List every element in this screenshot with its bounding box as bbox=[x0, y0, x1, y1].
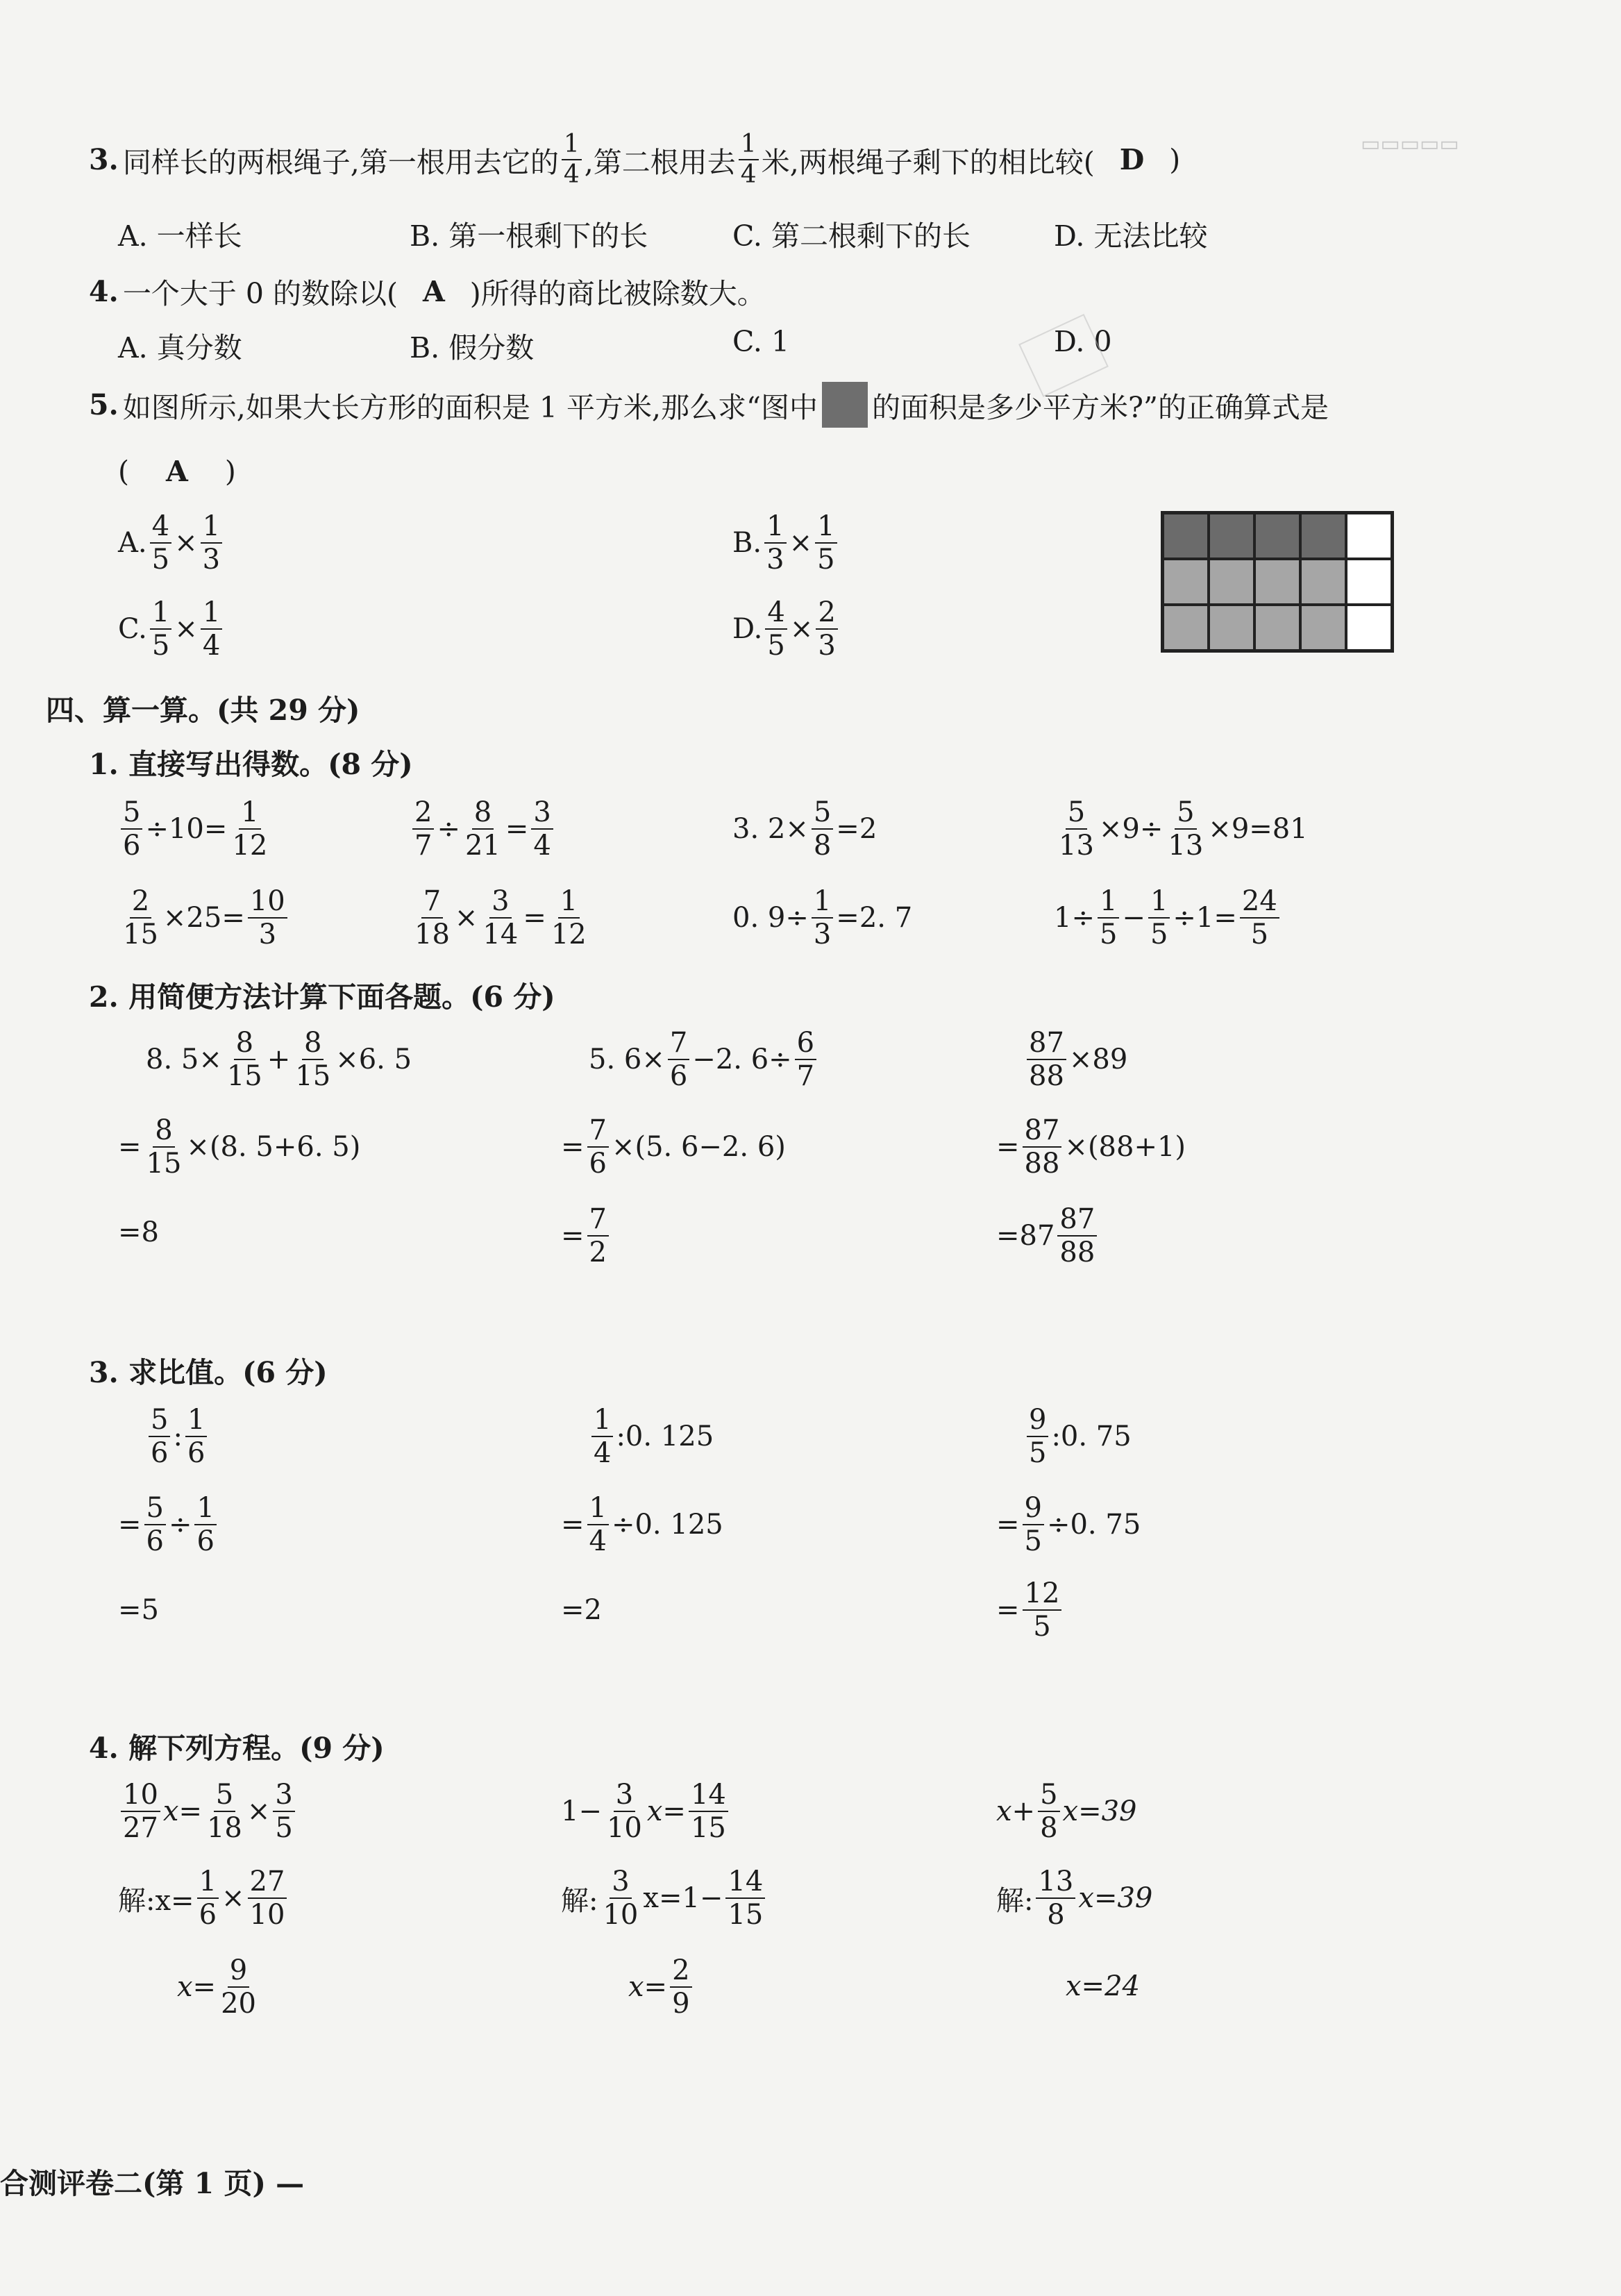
calc-text: x=1− bbox=[643, 1882, 723, 1914]
q5-option-a-label: A. bbox=[118, 527, 147, 559]
fraction: $\frac{2}{7}$ bbox=[412, 798, 434, 860]
calc-text: 0. 9÷ bbox=[732, 902, 809, 934]
calc-text: x=39 bbox=[1062, 1795, 1137, 1827]
q4-text-1: 一个大于 0 的数除以( bbox=[122, 277, 398, 310]
fraction: $\frac{7}{2}$ bbox=[587, 1205, 609, 1266]
bleed-through-text: ▭▭▭▭▭ bbox=[1361, 132, 1459, 156]
calc-text: x+ bbox=[996, 1795, 1036, 1827]
p2-col3-line3 bbox=[996, 1205, 1100, 1266]
fraction: $\frac{1}{5}$ bbox=[1098, 887, 1119, 948]
calc-text: ×89 bbox=[1068, 1044, 1128, 1075]
calc-text: ÷ bbox=[168, 1509, 192, 1541]
p4-col1-line1 bbox=[118, 1781, 298, 1842]
question-3 bbox=[89, 132, 1180, 187]
calc-text: ÷0. 125 bbox=[611, 1509, 723, 1541]
calc-text: = bbox=[523, 902, 546, 934]
calc-text: + bbox=[267, 1044, 291, 1075]
question-5 bbox=[89, 382, 1329, 428]
p4-col2-line2 bbox=[561, 1868, 768, 1929]
q3-option-d: D. 无法比较 bbox=[1054, 219, 1208, 253]
question-4 bbox=[89, 271, 766, 312]
calc-text: = bbox=[505, 813, 529, 845]
grid-cell-dark bbox=[1209, 513, 1254, 559]
q4-text-2: )所得的商比被除数大。 bbox=[469, 277, 766, 310]
grid-cell-light bbox=[1254, 605, 1300, 651]
fraction: $\frac{7}{6}$ bbox=[668, 1029, 689, 1090]
fraction: 9 5 bbox=[1027, 1406, 1048, 1467]
q4-option-d: D. 0 bbox=[1054, 325, 1112, 358]
fraction: $\frac{4}{5}$ bbox=[150, 512, 171, 573]
p3-col3-line3 bbox=[996, 1579, 1064, 1641]
grid-cell-light bbox=[1254, 559, 1300, 605]
q3-option-a: A. 一样长 bbox=[118, 219, 242, 253]
q4-answer: A bbox=[422, 274, 445, 308]
p2-col1-line2 bbox=[118, 1116, 360, 1178]
times-sign: × bbox=[789, 527, 813, 559]
fraction: $\frac{4}{5}$ bbox=[765, 598, 787, 660]
calc-text: =2 bbox=[561, 1594, 602, 1626]
fraction: $\frac{7}{18}$ bbox=[414, 885, 450, 950]
fraction: $\frac{8}{15}$ bbox=[146, 1114, 182, 1180]
fraction: $\frac{5}{8}$ bbox=[1038, 1781, 1059, 1842]
calc-text: ÷0. 75 bbox=[1046, 1509, 1141, 1541]
calc-text: ×6. 5 bbox=[335, 1044, 412, 1075]
calc-text: ×(88+1) bbox=[1064, 1131, 1186, 1163]
fraction: $\frac{6}{7}$ bbox=[795, 1029, 816, 1090]
part-3-title: 3. 求比值。(6 分) bbox=[89, 1356, 328, 1389]
calc-text: :0. 75 bbox=[1051, 1421, 1132, 1452]
fraction: $\frac{1}{3}$ bbox=[764, 512, 786, 573]
grid-cell-dark bbox=[1254, 513, 1300, 559]
q5-option-d-label: D. bbox=[732, 613, 763, 645]
calc-1b bbox=[410, 798, 556, 860]
times-sign: × bbox=[174, 613, 198, 645]
calc-text: :0. 125 bbox=[616, 1421, 714, 1452]
fraction: $\frac{2}{15}$ bbox=[123, 885, 158, 950]
calc-text: 1÷ bbox=[1054, 902, 1095, 934]
calc-text: 解: bbox=[996, 1884, 1034, 1917]
fraction: $\frac{3}{5}$ bbox=[273, 1781, 294, 1842]
fraction: $\frac{1}{6}$ bbox=[197, 1868, 219, 1929]
p4-col1-line3 bbox=[177, 1956, 261, 2018]
fraction: $\frac{8}{15}$ bbox=[295, 1027, 331, 1092]
q5-option-d bbox=[732, 598, 841, 660]
fraction: $\frac{5}{6}$ bbox=[121, 798, 142, 860]
p2-col3-line1 bbox=[1024, 1029, 1127, 1090]
calc-1g bbox=[732, 887, 912, 948]
fraction: $\frac{9}{20}$ bbox=[221, 1954, 256, 2020]
q3-fraction-1: 1 4 bbox=[562, 132, 582, 187]
calc-text: 1− bbox=[561, 1795, 602, 1827]
q5-option-b bbox=[732, 510, 840, 576]
times-sign: × bbox=[789, 613, 814, 645]
grid-cell-light bbox=[1300, 605, 1346, 651]
q3-answer: D bbox=[1119, 143, 1145, 176]
calc-text: = bbox=[118, 1509, 142, 1541]
q5-answer-line bbox=[118, 455, 236, 488]
p3-col1-line3 bbox=[118, 1594, 159, 1626]
calc-text: ×25= bbox=[162, 902, 245, 934]
q5-option-a bbox=[118, 510, 225, 576]
fraction: 5 6 bbox=[149, 1406, 170, 1467]
calc-text: x= bbox=[628, 1971, 668, 2003]
section-4-title: 四、算一算。(共 29 分) bbox=[46, 694, 360, 727]
fraction: $\frac{2}{3}$ bbox=[816, 598, 837, 660]
fraction: $\frac{87}{88}$ bbox=[1027, 1029, 1066, 1090]
calc-text: ×9÷ bbox=[1098, 813, 1164, 845]
fraction: $\frac{3}{10}$ bbox=[606, 1779, 642, 1844]
calc-text: × bbox=[221, 1882, 245, 1914]
q5-answer: A bbox=[166, 455, 188, 488]
fraction: $\frac{87}{88}$ bbox=[1023, 1116, 1062, 1178]
grid-cell-white bbox=[1346, 559, 1392, 605]
p2-col1-line3 bbox=[118, 1216, 159, 1248]
q4-option-a: A. 真分数 bbox=[118, 331, 242, 364]
fraction: $\frac{8}{15}$ bbox=[226, 1027, 262, 1092]
fraction: $\frac{1}{5}$ bbox=[815, 512, 837, 573]
part-1-title: 1. 直接写出得数。(8 分) bbox=[89, 748, 413, 781]
page-footer: 合测评卷二(第 1 页) — bbox=[0, 2167, 305, 2200]
fraction: 87 88 bbox=[1057, 1205, 1097, 1266]
part-4-title: 4. 解下列方程。(9 分) bbox=[89, 1732, 385, 1765]
grid-cell-white bbox=[1346, 605, 1392, 651]
fraction: $\frac{1}{6}$ bbox=[194, 1494, 216, 1555]
calc-text: × bbox=[454, 902, 478, 934]
p4-col3-line3 bbox=[1066, 1970, 1140, 2002]
fraction: 3 10 bbox=[603, 1866, 639, 1931]
p3-col2-line1 bbox=[589, 1406, 714, 1467]
q5-close-paren: ) bbox=[224, 455, 236, 488]
p3-col2-line2 bbox=[561, 1494, 723, 1555]
q3-text-3: 米,两根绳子剩下的相比较( bbox=[761, 145, 1095, 179]
fraction: $\frac{1}{4}$ bbox=[201, 598, 222, 660]
calc-text: : bbox=[173, 1421, 183, 1452]
calc-text: x=39 bbox=[1078, 1882, 1153, 1914]
calc-1d bbox=[1054, 798, 1308, 860]
fraction: $\frac{5}{13}$ bbox=[1059, 796, 1094, 862]
calc-text: x= bbox=[646, 1795, 686, 1827]
p2-col2-line2 bbox=[561, 1116, 786, 1178]
fraction: $\frac{5}{6}$ bbox=[144, 1494, 166, 1555]
q3-option-c: C. 第二根剩下的长 bbox=[732, 219, 971, 253]
q5-text-2: 的面积是多少平方米?”的正确算式是 bbox=[872, 390, 1329, 424]
fraction: $\frac{5}{8}$ bbox=[812, 798, 833, 860]
grid-cell-light bbox=[1163, 605, 1209, 651]
calc-text: = bbox=[996, 1509, 1020, 1541]
calc-1f bbox=[410, 887, 591, 948]
p3-col3-line2 bbox=[996, 1494, 1141, 1555]
p2-col2-line1 bbox=[589, 1029, 819, 1090]
fraction: $\frac{5}{13}$ bbox=[1168, 796, 1204, 862]
calc-text: ÷1= bbox=[1173, 902, 1237, 934]
grid-cell-light bbox=[1300, 559, 1346, 605]
fraction: 10 27 bbox=[121, 1781, 160, 1842]
shaded-square-icon bbox=[822, 382, 868, 428]
calc-text: = bbox=[561, 1509, 585, 1541]
calc-text: = bbox=[118, 1131, 142, 1163]
grid-cell-light bbox=[1209, 605, 1254, 651]
fraction: $\frac{14}{15}$ bbox=[689, 1781, 728, 1842]
times-sign: × bbox=[174, 527, 198, 559]
p4-col2-line3 bbox=[628, 1956, 695, 2018]
calc-text: = bbox=[996, 1131, 1020, 1163]
calc-text: −2. 6÷ bbox=[692, 1044, 792, 1075]
fraction: $\frac{24}{5}$ bbox=[1240, 887, 1279, 948]
calc-text: x= bbox=[162, 1795, 202, 1827]
calc-text: ×(8. 5+6. 5) bbox=[186, 1131, 361, 1163]
calc-text: =5 bbox=[118, 1594, 159, 1626]
calc-text: 解: bbox=[561, 1884, 598, 1917]
fraction: $\frac{5}{18}$ bbox=[206, 1779, 242, 1844]
fraction: $\frac{1}{5}$ bbox=[150, 598, 171, 660]
fraction: $\frac{9}{5}$ bbox=[1023, 1494, 1044, 1555]
calc-1h bbox=[1054, 887, 1282, 948]
p4-col1-line2 bbox=[118, 1868, 289, 1929]
p2-col3-line2 bbox=[996, 1116, 1186, 1178]
fraction: $\frac{12}{5}$ bbox=[1023, 1579, 1062, 1641]
fraction: $\frac{8}{21}$ bbox=[464, 796, 501, 862]
calc-text: =2. 7 bbox=[836, 902, 913, 934]
q5-open-paren: ( bbox=[118, 455, 129, 488]
q5-option-b-label: B. bbox=[732, 527, 762, 559]
fraction: $\frac{3}{14}$ bbox=[482, 885, 519, 950]
p4-col3-line2 bbox=[996, 1868, 1152, 1929]
rectangle-grid-figure bbox=[1161, 511, 1394, 653]
calc-text: × bbox=[246, 1795, 271, 1827]
q4-option-c: C. 1 bbox=[732, 325, 790, 358]
calc-text: = bbox=[996, 1594, 1020, 1626]
fraction: $\frac{1}{12}$ bbox=[551, 885, 587, 950]
calc-text: 3. 2× bbox=[732, 813, 809, 845]
grid-cell-light bbox=[1209, 559, 1254, 605]
q5-option-c bbox=[118, 598, 225, 660]
calc-text: 解:x= bbox=[118, 1884, 194, 1917]
grid-cell-light bbox=[1163, 559, 1209, 605]
calc-text: − bbox=[1122, 902, 1145, 934]
p4-col2-line1 bbox=[561, 1781, 731, 1842]
fraction: $\frac{1}{3}$ bbox=[201, 512, 222, 573]
p2-col2-line3 bbox=[561, 1205, 612, 1266]
grid-cell-white bbox=[1346, 513, 1392, 559]
calc-1e bbox=[118, 887, 290, 948]
p3-col1-line2 bbox=[118, 1494, 219, 1555]
fraction: 1 4 bbox=[591, 1406, 613, 1467]
calc-text: 8. 5× bbox=[146, 1044, 222, 1075]
q4-option-b: B. 假分数 bbox=[410, 331, 535, 364]
q5-option-c-label: C. bbox=[118, 613, 147, 645]
q4-number: 4. bbox=[89, 274, 119, 308]
grid-cell-dark bbox=[1300, 513, 1346, 559]
q3-text-1: 同样长的两根绳子,第一根用去它的 bbox=[122, 145, 559, 179]
calc-text: x=24 bbox=[1066, 1970, 1140, 2002]
p2-col1-line1 bbox=[146, 1029, 412, 1090]
p4-col3-line1 bbox=[996, 1781, 1137, 1842]
fraction: $\frac{1}{5}$ bbox=[1148, 887, 1170, 948]
fraction: $\frac{3}{4}$ bbox=[531, 798, 553, 860]
calc-1c bbox=[732, 798, 877, 860]
calc-text: x= bbox=[177, 1971, 217, 2003]
calc-text: ×9=81 bbox=[1208, 813, 1308, 845]
p3-col3-line1 bbox=[1024, 1406, 1132, 1467]
calc-text: ×(5. 6−2. 6) bbox=[611, 1131, 786, 1163]
q3-text-2: ,第二根用去 bbox=[584, 145, 736, 179]
fraction: $\frac{14}{15}$ bbox=[725, 1868, 765, 1929]
fraction: $\frac{1}{12}$ bbox=[232, 796, 268, 862]
q5-text-1: 如图所示,如果大长方形的面积是 1 平方米,那么求“图中 bbox=[122, 390, 818, 424]
fraction: 1 6 bbox=[185, 1406, 207, 1467]
calc-text: ÷ bbox=[437, 813, 460, 845]
fraction: $\frac{2}{9}$ bbox=[670, 1956, 691, 2018]
calc-1a bbox=[118, 798, 272, 860]
fraction: $\frac{27}{10}$ bbox=[248, 1868, 287, 1929]
calc-text: ÷10= bbox=[145, 813, 228, 845]
part-2-title: 2. 用简便方法计算下面各题。(6 分) bbox=[89, 980, 555, 1014]
fraction: $\frac{7}{6}$ bbox=[587, 1116, 609, 1178]
p3-col2-line3 bbox=[561, 1594, 602, 1626]
q3-text-4: ) bbox=[1169, 143, 1181, 176]
q5-number: 5. bbox=[89, 388, 119, 421]
calc-text: =2 bbox=[836, 813, 877, 845]
fraction: 13 8 bbox=[1036, 1868, 1075, 1929]
calc-text: =87 bbox=[996, 1220, 1055, 1252]
p3-col1-line1 bbox=[146, 1406, 210, 1467]
calc-text: =8 bbox=[118, 1216, 159, 1248]
q3-fraction-2: 1 4 bbox=[739, 132, 759, 187]
grid-cell-dark bbox=[1163, 513, 1209, 559]
calc-text: = bbox=[561, 1131, 585, 1163]
fraction: $\frac{1}{4}$ bbox=[587, 1494, 609, 1555]
q3-number: 3. bbox=[89, 143, 119, 176]
calc-text: 5. 6× bbox=[589, 1044, 665, 1075]
calc-text: = bbox=[561, 1220, 585, 1252]
q3-option-b: B. 第一根剩下的长 bbox=[410, 219, 648, 253]
fraction: $\frac{10}{3}$ bbox=[248, 887, 287, 948]
fraction: $\frac{1}{3}$ bbox=[812, 887, 833, 948]
